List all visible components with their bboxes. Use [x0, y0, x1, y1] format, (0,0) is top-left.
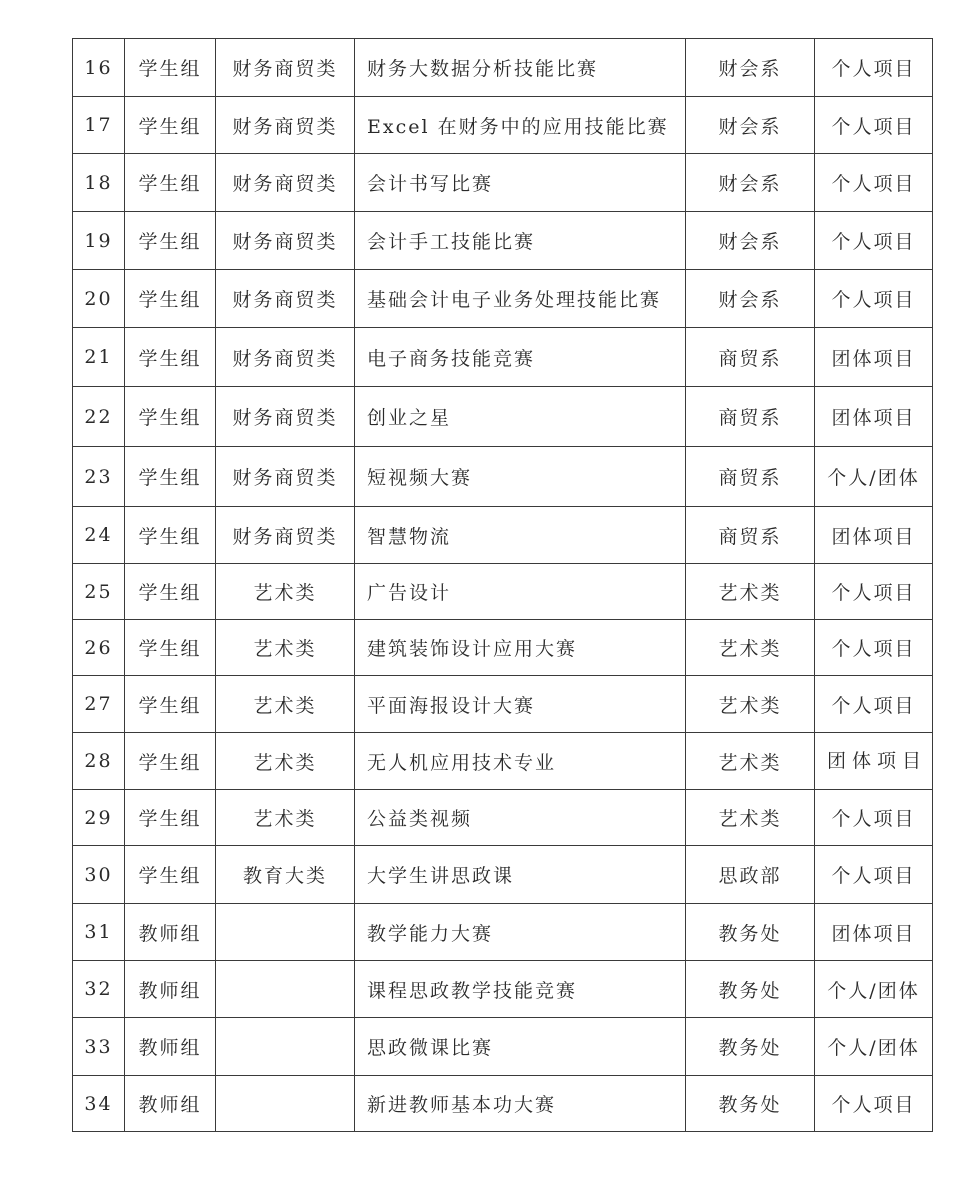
project-type-cell: 个人/团体 — [815, 961, 933, 1018]
competition-name-cell: 短视频大赛 — [355, 447, 686, 507]
table-row — [73, 39, 933, 97]
group-cell: 教师组 — [125, 1076, 216, 1132]
table-row — [73, 270, 933, 328]
group-cell: 学生组 — [125, 507, 216, 564]
group-cell: 学生组 — [125, 387, 216, 447]
department-cell: 财会系 — [686, 270, 815, 328]
project-type-cell: 个人项目 — [815, 564, 933, 620]
department-cell: 财会系 — [686, 212, 815, 270]
category-cell — [216, 904, 355, 961]
department-cell: 商贸系 — [686, 507, 815, 564]
table-row — [73, 790, 933, 846]
category-cell: 财务商贸类 — [216, 154, 355, 212]
competition-name-cell: 广告设计 — [355, 564, 686, 620]
competition-name-cell: 平面海报设计大赛 — [355, 676, 686, 733]
competition-name-cell: 无人机应用技术专业 — [355, 733, 686, 790]
category-cell: 艺术类 — [216, 733, 355, 790]
table-body — [73, 39, 933, 1132]
department-cell: 教务处 — [686, 961, 815, 1018]
category-cell: 教育大类 — [216, 846, 355, 904]
group-cell: 学生组 — [125, 97, 216, 154]
row-number: 34 — [73, 1076, 125, 1132]
category-cell: 财务商贸类 — [216, 270, 355, 328]
category-cell — [216, 1076, 355, 1132]
department-cell: 思政部 — [686, 846, 815, 904]
group-cell: 学生组 — [125, 676, 216, 733]
category-cell: 财务商贸类 — [216, 39, 355, 97]
group-cell: 教师组 — [125, 904, 216, 961]
category-cell: 艺术类 — [216, 790, 355, 846]
department-cell: 教务处 — [686, 904, 815, 961]
project-type-cell: 个人项目 — [815, 270, 933, 328]
department-cell: 财会系 — [686, 154, 815, 212]
table-row — [73, 733, 933, 790]
project-type-cell: 个人项目 — [815, 154, 933, 212]
competition-name-cell: 创业之星 — [355, 387, 686, 447]
category-cell — [216, 961, 355, 1018]
department-cell: 艺术类 — [686, 790, 815, 846]
row-number: 17 — [73, 97, 125, 154]
table-row — [73, 154, 933, 212]
row-number: 24 — [73, 507, 125, 564]
project-type-cell: 团体项目 — [815, 733, 933, 790]
project-type-cell: 个人项目 — [815, 620, 933, 676]
group-cell: 学生组 — [125, 564, 216, 620]
table-row — [73, 212, 933, 270]
competition-name-cell: 会计手工技能比赛 — [355, 212, 686, 270]
category-cell: 艺术类 — [216, 564, 355, 620]
department-cell: 商贸系 — [686, 387, 815, 447]
group-cell: 学生组 — [125, 733, 216, 790]
competition-name-cell: 财务大数据分析技能比赛 — [355, 39, 686, 97]
project-type-cell: 个人项目 — [815, 790, 933, 846]
table-row — [73, 447, 933, 507]
row-number: 22 — [73, 387, 125, 447]
row-number: 16 — [73, 39, 125, 97]
project-type-cell: 团体项目 — [815, 507, 933, 564]
category-cell: 财务商贸类 — [216, 447, 355, 507]
group-cell: 学生组 — [125, 212, 216, 270]
row-number: 27 — [73, 676, 125, 733]
table-row — [73, 620, 933, 676]
table-row — [73, 676, 933, 733]
category-cell — [216, 1018, 355, 1076]
row-number: 28 — [73, 733, 125, 790]
row-number: 23 — [73, 447, 125, 507]
table-row — [73, 846, 933, 904]
project-type-cell: 个人/团体 — [815, 1018, 933, 1076]
project-type-cell: 个人项目 — [815, 39, 933, 97]
competition-name-cell: Excel 在财务中的应用技能比赛 — [355, 97, 686, 154]
category-cell: 财务商贸类 — [216, 328, 355, 387]
category-cell: 财务商贸类 — [216, 507, 355, 564]
department-cell: 艺术类 — [686, 676, 815, 733]
project-type-cell: 团体项目 — [815, 904, 933, 961]
project-type-cell: 个人项目 — [815, 846, 933, 904]
project-type-cell: 个人/团体 — [815, 447, 933, 507]
row-number: 31 — [73, 904, 125, 961]
project-type-cell: 个人项目 — [815, 1076, 933, 1132]
competition-name-cell: 思政微课比赛 — [355, 1018, 686, 1076]
department-cell: 艺术类 — [686, 564, 815, 620]
group-cell: 学生组 — [125, 39, 216, 97]
competition-name-cell: 基础会计电子业务处理技能比赛 — [355, 270, 686, 328]
group-cell: 学生组 — [125, 270, 216, 328]
group-cell: 学生组 — [125, 154, 216, 212]
row-number: 30 — [73, 846, 125, 904]
table-row — [73, 1018, 933, 1076]
department-cell: 艺术类 — [686, 733, 815, 790]
row-number: 25 — [73, 564, 125, 620]
department-cell: 教务处 — [686, 1018, 815, 1076]
competition-name-cell: 课程思政教学技能竞赛 — [355, 961, 686, 1018]
group-cell: 教师组 — [125, 1018, 216, 1076]
competition-name-cell: 电子商务技能竞赛 — [355, 328, 686, 387]
group-cell: 学生组 — [125, 447, 216, 507]
department-cell: 教务处 — [686, 1076, 815, 1132]
table-row — [73, 1076, 933, 1132]
group-cell: 学生组 — [125, 790, 216, 846]
table-row — [73, 328, 933, 387]
competition-name-cell: 公益类视频 — [355, 790, 686, 846]
row-number: 29 — [73, 790, 125, 846]
department-cell: 财会系 — [686, 39, 815, 97]
project-type-cell: 个人项目 — [815, 97, 933, 154]
competition-name-cell: 大学生讲思政课 — [355, 846, 686, 904]
table-row — [73, 387, 933, 447]
row-number: 33 — [73, 1018, 125, 1076]
competition-table — [72, 38, 933, 1132]
department-cell: 商贸系 — [686, 328, 815, 387]
project-type-cell: 个人项目 — [815, 212, 933, 270]
competition-name-cell: 建筑装饰设计应用大赛 — [355, 620, 686, 676]
competition-name-cell: 会计书写比赛 — [355, 154, 686, 212]
competition-name-cell: 教学能力大赛 — [355, 904, 686, 961]
category-cell: 财务商贸类 — [216, 387, 355, 447]
category-cell: 财务商贸类 — [216, 97, 355, 154]
row-number: 18 — [73, 154, 125, 212]
group-cell: 学生组 — [125, 328, 216, 387]
table-row — [73, 904, 933, 961]
competition-name-cell: 智慧物流 — [355, 507, 686, 564]
row-number: 32 — [73, 961, 125, 1018]
group-cell: 学生组 — [125, 620, 216, 676]
row-number: 20 — [73, 270, 125, 328]
department-cell: 商贸系 — [686, 447, 815, 507]
department-cell: 艺术类 — [686, 620, 815, 676]
row-number: 26 — [73, 620, 125, 676]
project-type-cell: 个人项目 — [815, 676, 933, 733]
project-type-cell: 团体项目 — [815, 328, 933, 387]
category-cell: 艺术类 — [216, 676, 355, 733]
category-cell: 财务商贸类 — [216, 212, 355, 270]
project-type-cell: 团体项目 — [815, 387, 933, 447]
table-row — [73, 97, 933, 154]
row-number: 19 — [73, 212, 125, 270]
group-cell: 教师组 — [125, 961, 216, 1018]
department-cell: 财会系 — [686, 97, 815, 154]
table-row — [73, 961, 933, 1018]
group-cell: 学生组 — [125, 846, 216, 904]
table-row — [73, 507, 933, 564]
competition-name-cell: 新进教师基本功大赛 — [355, 1076, 686, 1132]
row-number: 21 — [73, 328, 125, 387]
table-row — [73, 564, 933, 620]
category-cell: 艺术类 — [216, 620, 355, 676]
